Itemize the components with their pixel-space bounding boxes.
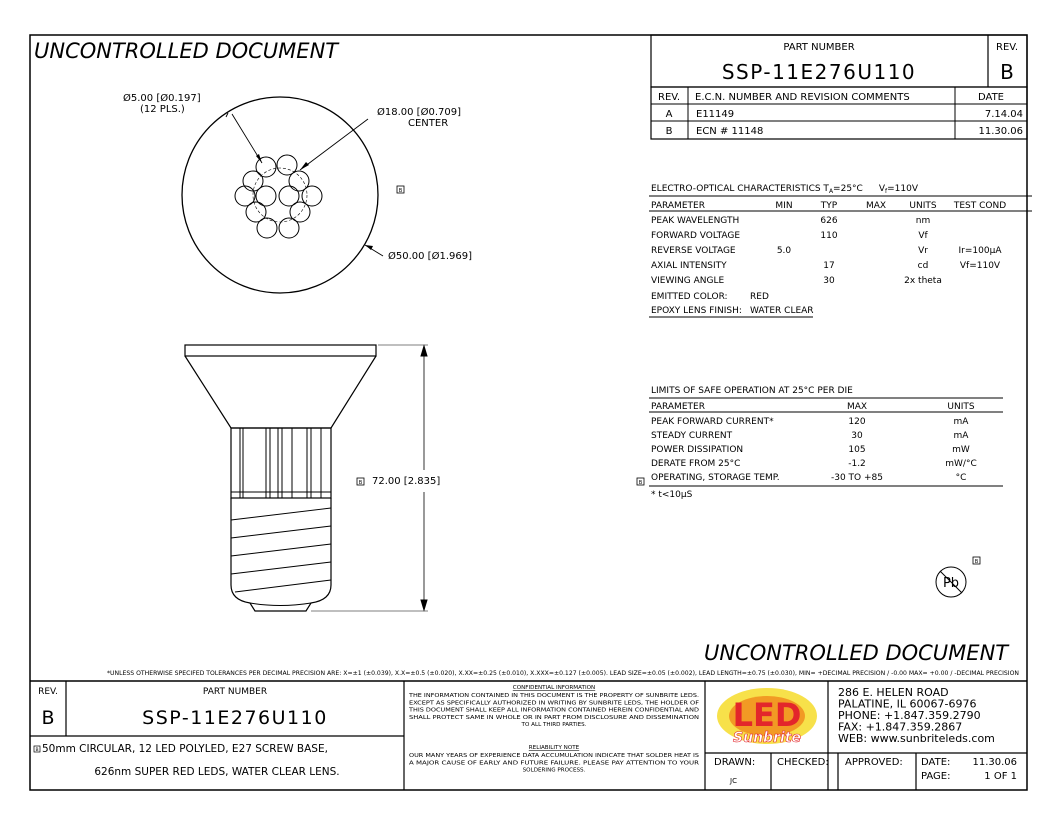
bottom-rev-label: REV.	[38, 687, 58, 697]
drawn-label: DRAWN:	[714, 757, 756, 768]
eo-header-min: MIN	[775, 201, 793, 211]
limits-table	[637, 386, 1003, 500]
rev-row-a-comment: E11149	[696, 109, 735, 120]
bottom-part-number: SSP-11E276U110	[142, 707, 328, 729]
eo-row-units: cd	[917, 261, 929, 271]
tolerance-note: *UNLESS OTHERWISE SPECIFED TOLERANCES PER DECIMAL PRECISION ARE: X=±1 (±0.039), X.X=±0.5 (±0.020), X.XX=±0.25 (±0.010), X.XXX=±0.127 (±0.005). LEAD SIZE=±0.05 (±0.002), LEAD LENGTH=±0.75 (±0.030), MIN= +DECIMAL PRECISION / -0.00 MAX= +0.00 / -DECIMAL PRECISION	[107, 670, 1020, 677]
description-line-1: 50mm CIRCULAR, 12 LED POLYLED, E27 SCREW BASE,	[42, 743, 328, 755]
eo-row-units: Vr	[918, 246, 928, 256]
rev-value: B	[1000, 60, 1014, 84]
eo-header-units: UNITS	[909, 201, 937, 211]
pb-label: Pb	[942, 576, 960, 591]
center-label: CENTER	[408, 118, 449, 129]
led-hole	[256, 186, 276, 206]
limits-rows	[651, 417, 977, 483]
limits-row-units: mA	[953, 431, 969, 441]
confidential-line: EXCEPT AS SPECIFICALLY AUTHORIZED IN WRITING BY SUNBRITE LEDS, THE HOLDER OF	[409, 700, 699, 707]
address-line: 286 E. HELEN ROAD	[838, 686, 949, 699]
limits-row-max: 105	[848, 445, 866, 455]
date-value: 11.30.06	[972, 757, 1017, 768]
confidential-line: THE INFORMATION CONTAINED IN THIS DOCUMENT IS THE PROPERTY OF SUNBRITE LEDS.	[407, 693, 700, 699]
emitted-color-value: RED	[750, 292, 769, 302]
rev-row-a-rev: A	[665, 109, 673, 120]
limits-row-units: °C	[955, 473, 967, 483]
approved-label: APPROVED:	[845, 757, 903, 768]
eo-row-typ: 110	[820, 231, 838, 241]
eo-header-test: TEST COND	[953, 201, 1007, 211]
eo-row-parameter: PEAK WAVELENGTH	[651, 216, 740, 226]
eo-row-typ: 30	[823, 276, 835, 286]
address-lines	[838, 686, 995, 745]
part-number-label: PART NUMBER	[783, 42, 855, 53]
rev-row-b-rev: B	[665, 126, 673, 137]
reliability-title: RELIABILITY NOTE	[528, 745, 580, 751]
watermark-bottom: UNCONTROLLED DOCUMENT	[704, 641, 1009, 665]
confidential-line: TO ALL THIRD PARTIES.	[521, 722, 587, 729]
rev-row-b-date: 11.30.06	[978, 126, 1023, 137]
eo-row-typ: 626	[820, 216, 838, 226]
eo-row-units: nm	[915, 216, 931, 226]
address-line: PHONE: +1.847.359.2790	[838, 709, 981, 722]
reliability-line: A MAJOR CAUSE OF EARLY AND FUTURE FAILURE. PLEASE PAY ATTENTION TO YOUR	[409, 760, 700, 767]
rev-marker-top-view-label: B	[398, 188, 403, 194]
logo-text: LED	[732, 696, 802, 734]
epoxy-label: EPOXY LENS FINISH:	[651, 306, 742, 316]
limits-row-parameter: OPERATING, STORAGE TEMP.	[651, 473, 780, 483]
bottom-title-block	[30, 681, 1027, 790]
epoxy-value: WATER CLEAR	[750, 306, 814, 316]
page-value: 1 OF 1	[984, 771, 1017, 782]
led-hole	[279, 218, 299, 238]
revision-table	[651, 87, 1027, 139]
rev-row-b-comment: ECN # 11148	[696, 126, 764, 137]
outer-dimension: Ø50.00 [Ø1.969]	[388, 251, 472, 262]
confidential-title: CONFIDENTIAL INFORMATION	[512, 685, 596, 691]
page-label: PAGE:	[921, 771, 951, 782]
date-label: DATE:	[921, 757, 951, 768]
bottom-rev-value: B	[41, 707, 55, 729]
eo-row-units: 2x theta	[904, 276, 942, 286]
limits-header-units: UNITS	[947, 402, 975, 412]
led-holes	[235, 155, 322, 238]
limits-row-max: 30	[851, 431, 863, 441]
pb-free-symbol	[936, 557, 980, 597]
desc-rev-marker-label: B	[35, 748, 39, 753]
eo-header-max: MAX	[865, 201, 887, 211]
limits-title: LIMITS OF SAFE OPERATION AT 25°C PER DIE	[651, 386, 853, 396]
ecn-col-header: E.C.N. NUMBER AND REVISION COMMENTS	[695, 92, 910, 103]
eo-title: ELECTRO-OPTICAL CHARACTERISTICS $T_A=25^\circ C$ $V_f=110V$	[651, 184, 919, 195]
limits-row-parameter: POWER DISSIPATION	[651, 445, 744, 455]
drawn-by: JC	[730, 777, 737, 785]
confidential-line: SHALL PROTECT SAME IN WHOLE OR IN PART FROM DISCLOSURE AND DISSEMINATION	[409, 714, 699, 721]
hole-dimension: Ø5.00 [Ø0.197]	[123, 93, 201, 104]
eo-row-parameter: AXIAL INTENSITY	[651, 261, 727, 271]
checked-label: CHECKED:	[777, 757, 829, 768]
center-dimension: Ø18.00 [Ø0.709]	[377, 107, 461, 118]
top-view-drawing	[123, 92, 472, 293]
rev-marker-limits-label: B	[638, 480, 643, 486]
limits-header-max: MAX	[846, 402, 868, 412]
eo-row-parameter: FORWARD VOLTAGE	[651, 231, 741, 241]
limits-row-parameter: PEAK FORWARD CURRENT*	[651, 417, 774, 427]
part-number: SSP-11E276U110	[721, 60, 917, 84]
rev-marker-side-view-label: B	[358, 480, 363, 486]
limits-row-parameter: STEADY CURRENT	[651, 431, 733, 441]
height-dimension: 72.00 [2.835]	[372, 476, 441, 487]
address-line: FAX: +1.847.359.2867	[838, 720, 963, 734]
rev-col-header: REV.	[658, 92, 680, 103]
bottom-part-number-label: PART NUMBER	[202, 687, 268, 697]
watermark-top: UNCONTROLLED DOCUMENT	[34, 39, 339, 63]
led-hole	[257, 218, 277, 238]
led-hole	[256, 157, 276, 177]
eo-header-typ: TYP	[820, 201, 838, 211]
eo-row-min: 5.0	[776, 246, 792, 256]
eo-row-parameter: REVERSE VOLTAGE	[651, 246, 736, 256]
eo-row-parameter: VIEWING ANGLE	[651, 276, 725, 286]
eo-row-test: Ir=100µA	[958, 246, 1002, 256]
limits-row-units: mW	[952, 445, 970, 455]
eo-row-units: Vf	[918, 231, 928, 241]
sunbrite-logo	[712, 685, 822, 750]
limits-row-max: -30 TO +85	[831, 473, 883, 483]
address-line: WEB: www.sunbriteleds.com	[838, 732, 995, 745]
limits-row-units: mW/°C	[945, 459, 977, 469]
limits-row-units: mA	[953, 417, 969, 427]
rev-row-a-date: 7.14.04	[984, 109, 1023, 120]
emitted-color-label: EMITTED COLOR:	[651, 292, 728, 302]
limits-footnote: * t<10µS	[651, 490, 693, 500]
top-title-block	[651, 35, 1027, 87]
electro-optical-table	[649, 184, 1032, 317]
rev-marker-pb-label: B	[974, 559, 979, 565]
reliability-lines	[409, 753, 700, 774]
limits-row-parameter: DERATE FROM 25°C	[651, 459, 741, 469]
logo-subtext: Sunbrite	[733, 730, 801, 746]
description-line-2: 626nm SUPER RED LEDS, WATER CLEAR LENS.	[94, 766, 340, 778]
eo-header-parameter: PARAMETER	[651, 201, 705, 211]
reliability-line: SOLDERING PROCESS.	[522, 767, 586, 774]
confidential-lines	[408, 693, 699, 728]
eo-row-typ: 17	[823, 261, 835, 271]
reliability-line: OUR MANY YEARS OF EXPERIENCE DATA ACCUMULATION INDICATE THAT SOLDER HEAT IS	[409, 753, 700, 759]
limits-header-parameter: PARAMETER	[651, 402, 705, 412]
confidential-line: THIS DOCUMENT SHALL KEEP ALL INFORMATION CONTAINED HEREIN CONFIDENTIAL AND	[407, 707, 699, 714]
outer-circle	[182, 97, 378, 293]
hole-count: (12 PLS.)	[140, 104, 185, 115]
address-line: PALATINE, IL 60067-6976	[838, 697, 977, 711]
limits-row-max: -1.2	[848, 459, 866, 469]
eo-rows	[651, 216, 1002, 286]
rev-label: REV.	[996, 42, 1018, 53]
limits-row-max: 120	[848, 417, 866, 427]
eo-row-test: Vf=110V	[959, 261, 1001, 271]
date-col-header: DATE	[977, 92, 1005, 103]
